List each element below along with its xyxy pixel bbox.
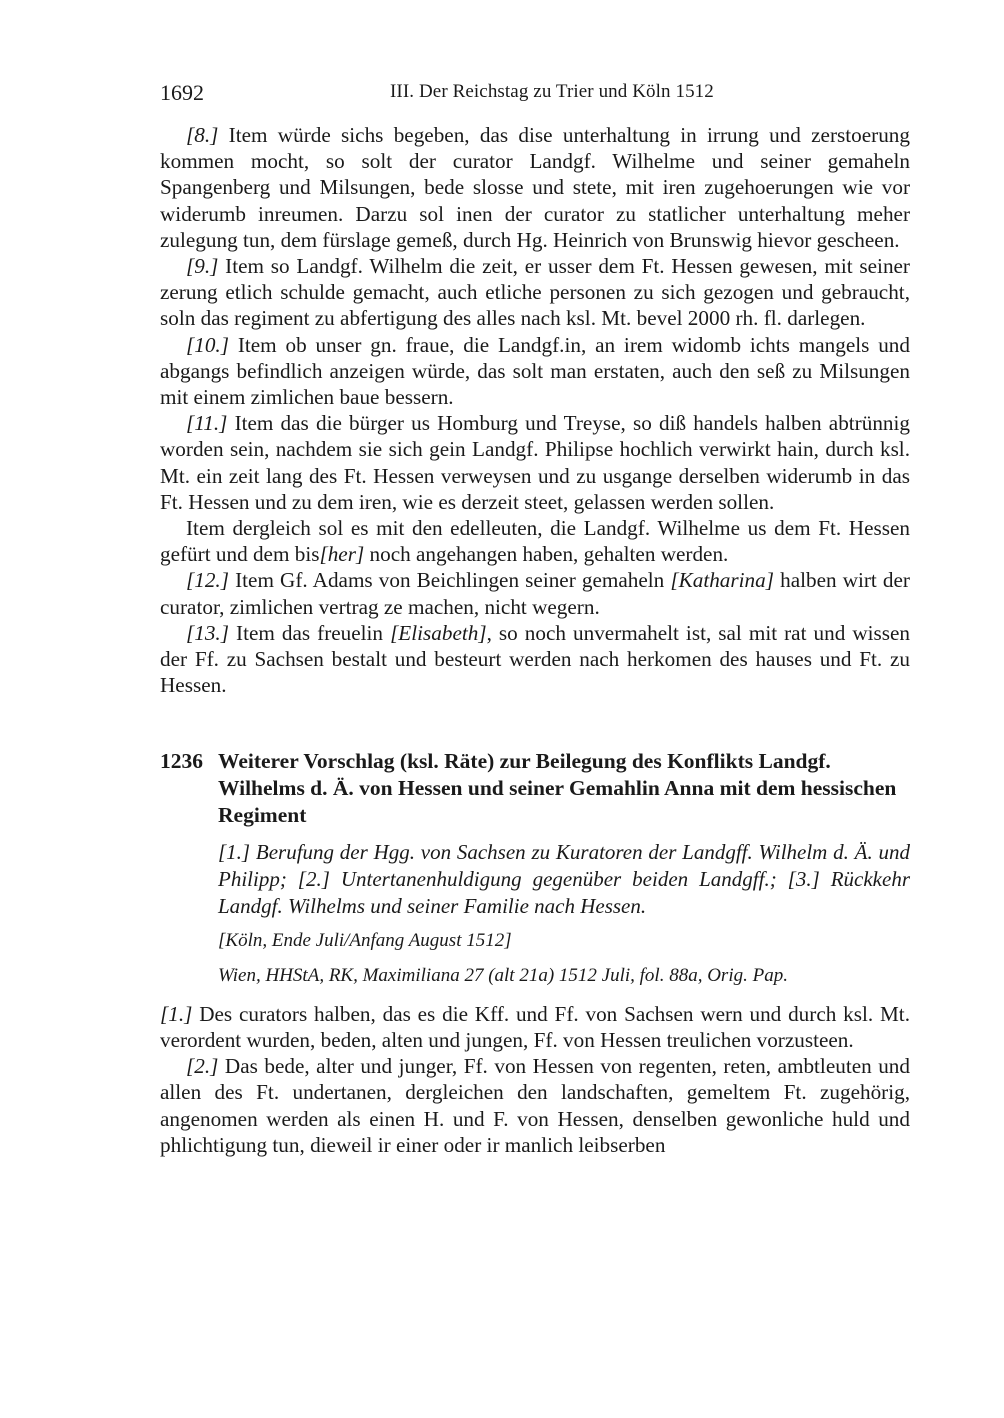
paragraph-11-continued bbox=[160, 515, 910, 567]
document-dating: [Köln, Ende Juli/Anfang August 1512] bbox=[218, 930, 512, 952]
paragraph-11 bbox=[160, 410, 910, 515]
page-number: 1692 bbox=[160, 80, 204, 105]
page-body bbox=[160, 122, 910, 1158]
paragraph-text: Item ob unser gn. fraue, die Landgf.in, an irem widomb ichts mangels und abgangs befindlich anzeigen würde, das solt man erstaten, auch den seß zu Milsungen mit einem zimlichen baue bessern. bbox=[160, 332, 910, 410]
paragraph-text: , so noch unvermahelt ist, sal mit rat und wissen der Ff. zu Sachsen bestalt und besteurt werden nach herkomen des hauses und Ft. zu Hessen. bbox=[160, 620, 910, 698]
paragraph-number: [10.] bbox=[186, 332, 229, 357]
paragraph-text: Item würde sichs begeben, das dise unterhaltung in irrung und zerstoerung kommen mocht, so solt der curator Landgf. Wilhelme und seiner gemaheln Spangenberg und Milsungen, bede slosse und stete, mit iren zugehoerungen wie vor widerumb inreumen. Darzu sol inen der curator zu statlicher unterhaltung meher zulegung tun, dem fürslage gemeß, durch Hg. Heinrich von Brunswig hievor gescheen. bbox=[160, 123, 910, 252]
paragraph-9 bbox=[160, 253, 910, 332]
document-paragraph-2 bbox=[160, 1053, 910, 1158]
paragraph-number: [2.] bbox=[186, 1054, 219, 1079]
paragraph-text: Des curators halben, das es die Kff. und Ff. von Sachsen wern und durch ksl. Mt. verordent wurden, beden, alten und jungen, Ff. von Hessen treulichen vorzusteen. bbox=[160, 1001, 910, 1053]
paragraph-text: Item das die bürger us Homburg und Treyse, so diß handels halben abtrünnig worden sein, nachdem sie sich gein Landgf. Philipse hochlich verwirkt hain, durch ksl. Mt. ein zeit lang des Ft. Hessen verweysen und zu usgange derselben widerumb in das Ft. Hessen und zu dem iren, wie es derzeit steet, gelassen werden sollen. bbox=[160, 411, 910, 514]
running-head: III. Der Reichstag zu Trier und Köln 1512 bbox=[390, 81, 714, 102]
paragraph-number: [13.] bbox=[186, 620, 229, 645]
paragraph-12 bbox=[160, 567, 910, 619]
paragraph-number: [11.] bbox=[186, 411, 228, 436]
paragraph-8 bbox=[160, 122, 910, 253]
paragraph-number: [9.] bbox=[186, 254, 219, 279]
paragraph-text: noch angehangen haben, gehalten werden. bbox=[364, 542, 729, 567]
editorial-insertion: [Elisabeth] bbox=[390, 620, 487, 645]
paragraph-number: [1.] bbox=[160, 1001, 193, 1026]
paragraph-number: [12.] bbox=[186, 568, 229, 593]
document-heading bbox=[160, 748, 910, 829]
paragraph-text: Item Gf. Adams von Beichlingen seiner gemaheln bbox=[228, 568, 671, 593]
paragraph-number: [8.] bbox=[186, 123, 219, 147]
editorial-insertion: [her] bbox=[319, 542, 365, 567]
document-regest: [1.] Berufung der Hgg. von Sachsen zu Kuratoren der Landgff. Wilhelm d. Ä. und Philipp; [2.] Untertanenhuldigung gegenüber beiden Landgff.; [3.] Rückkehr Landgf. Wilhelms und seiner Familie nach Hessen. bbox=[218, 840, 910, 919]
paragraph-text: Das bede, alter und junger, Ff. von Hessen von regenten, reten, ambtleuten und allen des Ft. undertanen, dergleichen den landschaften, gemeltem Ft. zugehörig, angenomen werden als einen H. und F. von Hessen, denselben gewonliche huld und phlichtigung tun, dieweil ir einer oder ir manlich leibserben bbox=[160, 1054, 910, 1157]
paragraph-text: Item dergleich sol es mit den edelleuten, die Landgf. Wilhelme us dem Ft. Hessen gefürt und dem bis bbox=[160, 516, 910, 567]
document-source: Wien, HHStA, RK, Maximiliana 27 (alt 21a) 1512 Juli, fol. 88a, Orig. Pap. bbox=[218, 964, 788, 986]
paragraph-text: Item so Landgf. Wilhelm die zeit, er usser dem Ft. Hessen gewesen, mit seiner zerung etlich schulde gemacht, auch etliche personen zu sich gezogen und gebraucht, soln das regiment zu abfertigung des alles nach ksl. Mt. bevel 2000 rh. fl. darlegen. bbox=[160, 254, 910, 331]
editorial-insertion: [Katharina] bbox=[670, 568, 774, 593]
paragraph-10 bbox=[160, 332, 910, 411]
paragraph-text: halben wirt der curator, zimlichen vertrag ze machen, nicht wegern. bbox=[160, 568, 910, 619]
paragraph-text: Item das freuelin bbox=[228, 620, 391, 645]
document-paragraph-1 bbox=[160, 1001, 910, 1053]
page-header bbox=[160, 80, 910, 108]
document-number: 1236 bbox=[160, 749, 203, 774]
document-title: Weiterer Vorschlag (ksl. Räte) zur Beilegung des Konflikts Landgf. Wilhelms d. Ä. von Hessen und seiner Gemahlin Anna mit dem hessischen Regiment bbox=[218, 749, 897, 828]
paragraph-13 bbox=[160, 620, 910, 699]
